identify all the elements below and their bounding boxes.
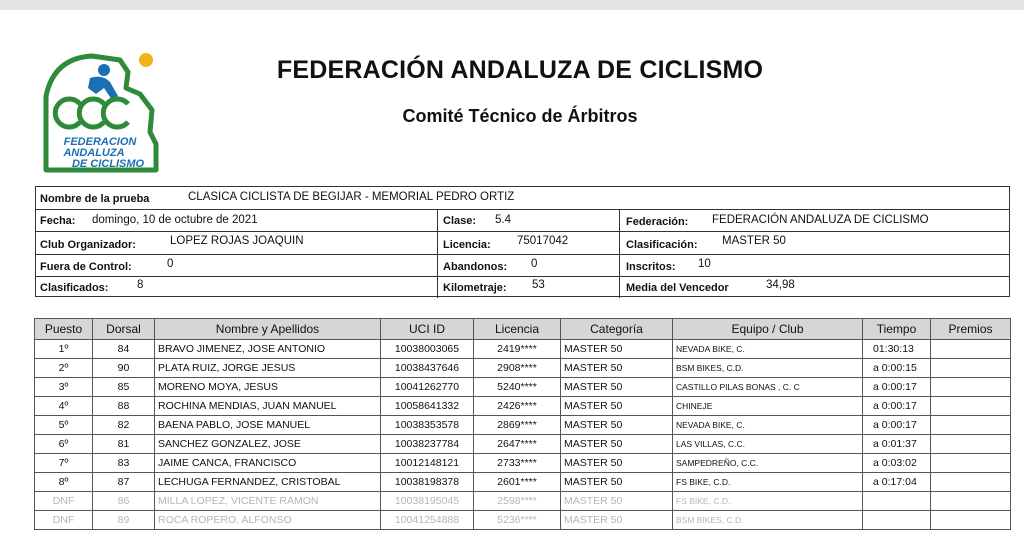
- info-row-control: [36, 254, 1009, 276]
- license-cell: 5240****: [474, 378, 561, 397]
- category-cell: MASTER 50: [561, 435, 673, 454]
- license-cell: 2733****: [474, 454, 561, 473]
- info-row-race-name: [36, 187, 1009, 209]
- col-header-puesto: Puesto: [35, 319, 93, 340]
- date-label: Fecha:: [40, 215, 76, 227]
- name-cell: LECHUGA FERNANDEZ, CRISTOBAL: [155, 473, 381, 492]
- team-cell: CASTILLO PILAS BONAS , C. C: [673, 378, 863, 397]
- info-row-classified: [36, 276, 1009, 298]
- team-cell: FS BIKE, C.D.: [673, 473, 863, 492]
- club-value: LOPEZ ROJAS JOAQUIN: [170, 235, 304, 247]
- table-row: [35, 378, 1011, 397]
- uci-id-cell: 10012148121: [381, 454, 474, 473]
- class-label: Clase:: [443, 215, 477, 227]
- club-label: Club Organizador:: [40, 239, 136, 251]
- svg-text:FEDERACION: FEDERACION: [63, 136, 137, 148]
- abandons-value: 0: [531, 258, 538, 270]
- table-row: [35, 473, 1011, 492]
- license-cell: 2419****: [474, 340, 561, 359]
- race-name-label: Nombre de la prueba: [40, 193, 150, 205]
- team-cell: NEVADA BIKE, C.: [673, 340, 863, 359]
- distance-value: 53: [532, 279, 545, 291]
- table-row: [35, 454, 1011, 473]
- dorsal-cell: 90: [93, 359, 155, 378]
- prize-cell: [931, 359, 1011, 378]
- time-cell: [863, 511, 931, 530]
- puesto-cell: 4º: [35, 397, 93, 416]
- prize-cell: [931, 492, 1011, 511]
- winner-average-label: Media del Vencedor: [626, 282, 729, 294]
- distance-label: Kilometraje:: [443, 282, 507, 294]
- name-cell: BAENA PABLO, JOSE MANUEL: [155, 416, 381, 435]
- top-gray-bar: [0, 0, 1024, 10]
- category-cell: MASTER 50: [561, 359, 673, 378]
- dorsal-cell: 84: [93, 340, 155, 359]
- col-header-uci-id: UCI ID: [381, 319, 474, 340]
- name-cell: PLATA RUIZ, JORGE JESUS: [155, 359, 381, 378]
- time-cell: a 0:17:04: [863, 473, 931, 492]
- time-cell: a 0:00:15: [863, 359, 931, 378]
- license-value: 75017042: [517, 235, 569, 247]
- uci-id-cell: 10038437646: [381, 359, 474, 378]
- dorsal-cell: 83: [93, 454, 155, 473]
- puesto-cell: DNF: [35, 511, 93, 530]
- page-title: FEDERACIÓN ANDALUZA DE CICLISMO: [276, 56, 764, 84]
- category-cell: MASTER 50: [561, 511, 673, 530]
- race-name-value: CLASICA CICLISTA DE BEGIJAR - MEMORIAL PEDRO ORTIZ: [188, 191, 515, 203]
- uci-id-cell: 10041254888: [381, 511, 474, 530]
- license-cell: 2908****: [474, 359, 561, 378]
- puesto-cell: 8º: [35, 473, 93, 492]
- col-header-dorsal: Dorsal: [93, 319, 155, 340]
- name-cell: SANCHEZ GONZALEZ, JOSE: [155, 435, 381, 454]
- classified-value: 8: [137, 279, 144, 291]
- table-row: [35, 359, 1011, 378]
- dorsal-cell: 87: [93, 473, 155, 492]
- team-cell: CHINEJE: [673, 397, 863, 416]
- abandons-label: Abandonos:: [443, 261, 508, 273]
- time-cell: [863, 492, 931, 511]
- time-cell: 01:30:13: [863, 340, 931, 359]
- uci-id-cell: 10038195045: [381, 492, 474, 511]
- col-header-tiempo: Tiempo: [863, 319, 931, 340]
- category-cell: MASTER 50: [561, 378, 673, 397]
- col-header-categoria: Categoría: [561, 319, 673, 340]
- prize-cell: [931, 454, 1011, 473]
- page-subtitle: Comité Técnico de Árbitros: [402, 106, 638, 126]
- team-cell: LAS VILLAS, C.C.: [673, 435, 863, 454]
- prize-cell: [931, 416, 1011, 435]
- puesto-cell: 5º: [35, 416, 93, 435]
- time-cell: a 0:01:37: [863, 435, 931, 454]
- dorsal-cell: 88: [93, 397, 155, 416]
- col-header-premios: Premios: [931, 319, 1011, 340]
- table-row: [35, 511, 1011, 530]
- results-table: [34, 318, 1011, 530]
- time-cell: a 0:00:17: [863, 378, 931, 397]
- time-cell: a 0:00:17: [863, 416, 931, 435]
- classified-label: Clasificados:: [40, 282, 109, 294]
- dorsal-cell: 85: [93, 378, 155, 397]
- registered-label: Inscritos:: [626, 261, 676, 273]
- federation-value: FEDERACIÓN ANDALUZA DE CICLISMO: [712, 214, 929, 226]
- time-cell: a 0:03:02: [863, 454, 931, 473]
- class-value: 5.4: [495, 214, 511, 226]
- col-header-licencia: Licencia: [474, 319, 561, 340]
- team-cell: BSM BIKES, C.D.: [673, 359, 863, 378]
- license-cell: 2869****: [474, 416, 561, 435]
- classification-value: MASTER 50: [722, 235, 786, 247]
- category-cell: MASTER 50: [561, 473, 673, 492]
- svg-text:ANDALUZA: ANDALUZA: [63, 147, 125, 159]
- puesto-cell: 6º: [35, 435, 93, 454]
- license-label: Licencia:: [443, 239, 491, 251]
- license-cell: 2601****: [474, 473, 561, 492]
- category-cell: MASTER 50: [561, 492, 673, 511]
- prize-cell: [931, 397, 1011, 416]
- col-header-nombre: Nombre y Apellidos: [155, 319, 381, 340]
- out-of-control-label: Fuera de Control:: [40, 261, 132, 273]
- uci-id-cell: 10038198378: [381, 473, 474, 492]
- info-row-club: [36, 231, 1009, 254]
- license-cell: 2647****: [474, 435, 561, 454]
- date-value: domingo, 10 de octubre de 2021: [92, 214, 258, 226]
- time-cell: a 0:00:17: [863, 397, 931, 416]
- puesto-cell: DNF: [35, 492, 93, 511]
- dorsal-cell: 86: [93, 492, 155, 511]
- prize-cell: [931, 435, 1011, 454]
- name-cell: MILLA LOPEZ, VICENTE RAMON: [155, 492, 381, 511]
- table-row: [35, 340, 1011, 359]
- uci-id-cell: 10058641332: [381, 397, 474, 416]
- name-cell: BRAVO JIMENEZ, JOSE ANTONIO: [155, 340, 381, 359]
- prize-cell: [931, 340, 1011, 359]
- uci-id-cell: 10041262770: [381, 378, 474, 397]
- license-cell: 2598****: [474, 492, 561, 511]
- table-row: [35, 492, 1011, 511]
- puesto-cell: 7º: [35, 454, 93, 473]
- dorsal-cell: 82: [93, 416, 155, 435]
- license-cell: 5236****: [474, 511, 561, 530]
- puesto-cell: 3º: [35, 378, 93, 397]
- name-cell: ROCHINA MENDIAS, JUAN MANUEL: [155, 397, 381, 416]
- name-cell: JAIME CANCA, FRANCISCO: [155, 454, 381, 473]
- uci-id-cell: 10038353578: [381, 416, 474, 435]
- out-of-control-value: 0: [167, 258, 174, 270]
- federation-logo: [40, 48, 160, 173]
- puesto-cell: 2º: [35, 359, 93, 378]
- classification-label: Clasificación:: [626, 239, 698, 251]
- uci-id-cell: 10038237784: [381, 435, 474, 454]
- name-cell: MORENO MOYA, JESUS: [155, 378, 381, 397]
- registered-value: 10: [698, 258, 711, 270]
- prize-cell: [931, 473, 1011, 492]
- category-cell: MASTER 50: [561, 340, 673, 359]
- prize-cell: [931, 378, 1011, 397]
- team-cell: NEVADA BIKE, C.: [673, 416, 863, 435]
- team-cell: FS BIKE, C.D.: [673, 492, 863, 511]
- dorsal-cell: 89: [93, 511, 155, 530]
- uci-id-cell: 10038003065: [381, 340, 474, 359]
- team-cell: SAMPEDREÑO, C.C.: [673, 454, 863, 473]
- svg-text:DE CICLISMO: DE CICLISMO: [71, 158, 145, 170]
- category-cell: MASTER 50: [561, 416, 673, 435]
- puesto-cell: 1º: [35, 340, 93, 359]
- table-row: [35, 416, 1011, 435]
- federation-label: Federación:: [626, 216, 689, 228]
- info-row-date: [36, 209, 1009, 231]
- winner-average-value: 34,98: [766, 279, 795, 291]
- team-cell: BSM BIKES, C.D.: [673, 511, 863, 530]
- dorsal-cell: 81: [93, 435, 155, 454]
- name-cell: ROCA ROPERO, ALFONSO: [155, 511, 381, 530]
- prize-cell: [931, 511, 1011, 530]
- category-cell: MASTER 50: [561, 454, 673, 473]
- category-cell: MASTER 50: [561, 397, 673, 416]
- col-header-equipo: Equipo / Club: [673, 319, 863, 340]
- table-row: [35, 435, 1011, 454]
- results-header-row: [35, 319, 1011, 340]
- race-info-block: [35, 186, 1010, 297]
- table-row: [35, 397, 1011, 416]
- license-cell: 2426****: [474, 397, 561, 416]
